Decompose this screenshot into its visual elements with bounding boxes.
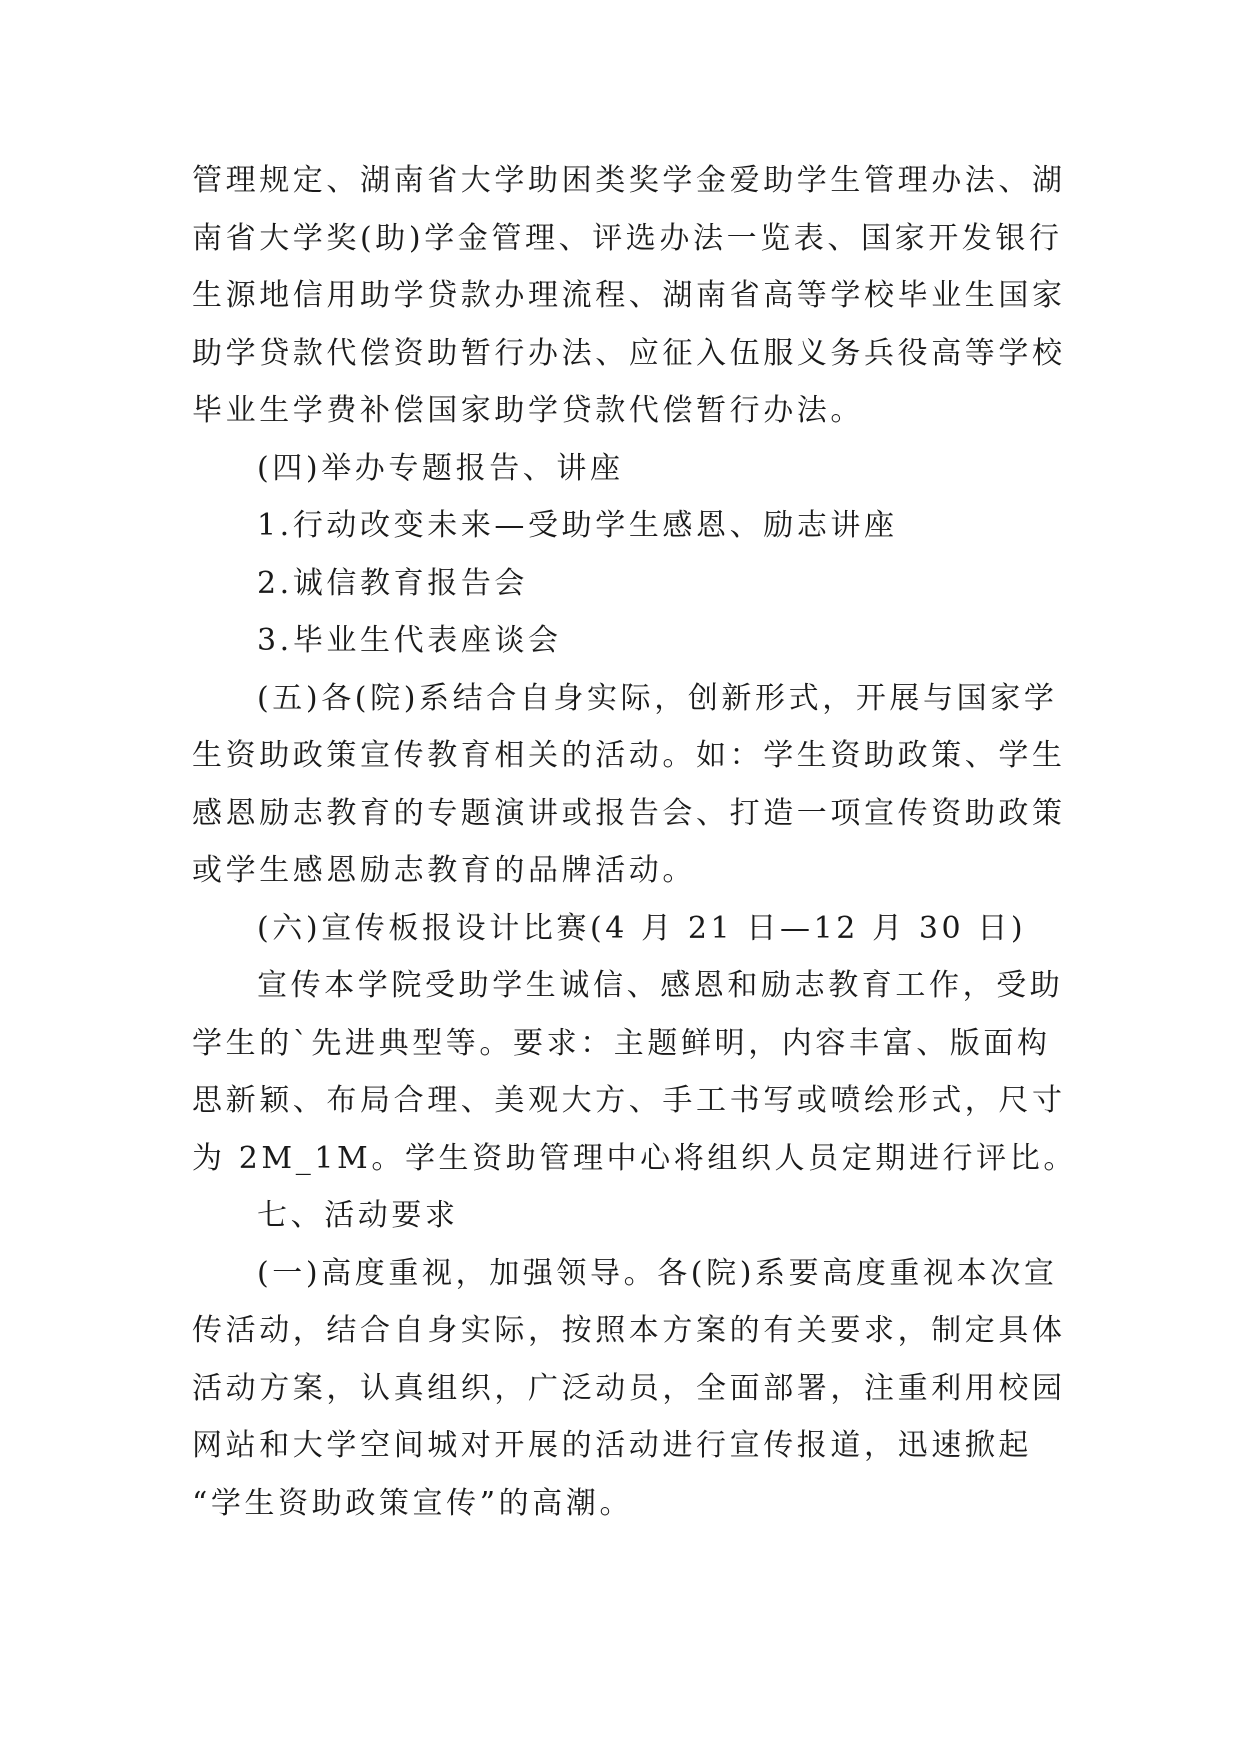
text-line: 思新颖、布局合理、美观大方、手工书写或喷绘形式，尺寸: [192, 1083, 1066, 1118]
text-line: 南省大学奖(助)学金管理、评选办法一览表、国家开发银行: [192, 220, 1063, 256]
paragraph-start: (一)高度重视，加强领导。各(院)系要高度重视本次宣: [257, 1255, 1058, 1291]
section-heading: 七、活动要求: [257, 1198, 459, 1233]
text-line: “学生资助政策宣传”的高潮。: [192, 1485, 634, 1521]
list-item: 3.毕业生代表座谈会: [257, 623, 562, 658]
text-line: 学生的`先进典型等。要求：主题鲜明，内容丰富、版面构: [192, 1025, 1051, 1061]
section-heading: (四)举办专题报告、讲座: [257, 450, 624, 486]
text-line: 或学生感恩励志教育的品牌活动。: [192, 853, 696, 888]
list-item: 1.行动改变未来—受助学生感恩、励志讲座: [257, 508, 898, 543]
paragraph-start: (五)各(院)系结合自身实际，创新形式，开展与国家学: [257, 680, 1058, 716]
text-line: 助学贷款代偿资助暂行办法、应征入伍服义务兵役高等学校: [192, 335, 1066, 371]
text-line: 网站和大学空间城对开展的活动进行宣传报道，迅速掀起: [192, 1428, 1032, 1463]
section-heading: (六)宣传板报设计比赛(4 月 21 日—12 月 30 日): [257, 910, 1027, 946]
text-line: 生源地信用助学贷款办理流程、湖南省高等学校毕业生国家: [192, 278, 1066, 313]
document-body: [192, 152, 1077, 1532]
text-line: 毕业生学费补偿国家助学贷款代偿暂行办法。: [192, 393, 864, 428]
text-line: 生资助政策宣传教育相关的活动。如：学生资助政策、学生: [192, 738, 1066, 773]
paragraph-start: 宣传本学院受助学生诚信、感恩和励志教育工作，受助: [257, 968, 1064, 1003]
text-line: 传活动，结合自身实际，按照本方案的有关要求，制定具体: [192, 1313, 1066, 1348]
list-item: 2.诚信教育报告会: [257, 565, 529, 601]
text-line: 感恩励志教育的专题演讲或报告会、打造一项宣传资助政策: [192, 795, 1066, 831]
text-line: 活动方案，认真组织，广泛动员，全面部署，注重利用校园: [192, 1370, 1066, 1406]
text-line: 为 2M_1M。学生资助管理中心将组织人员定期进行评比。: [192, 1140, 1077, 1176]
text-line: 管理规定、湖南省大学助困类奖学金爱助学生管理办法、湖: [192, 163, 1066, 198]
